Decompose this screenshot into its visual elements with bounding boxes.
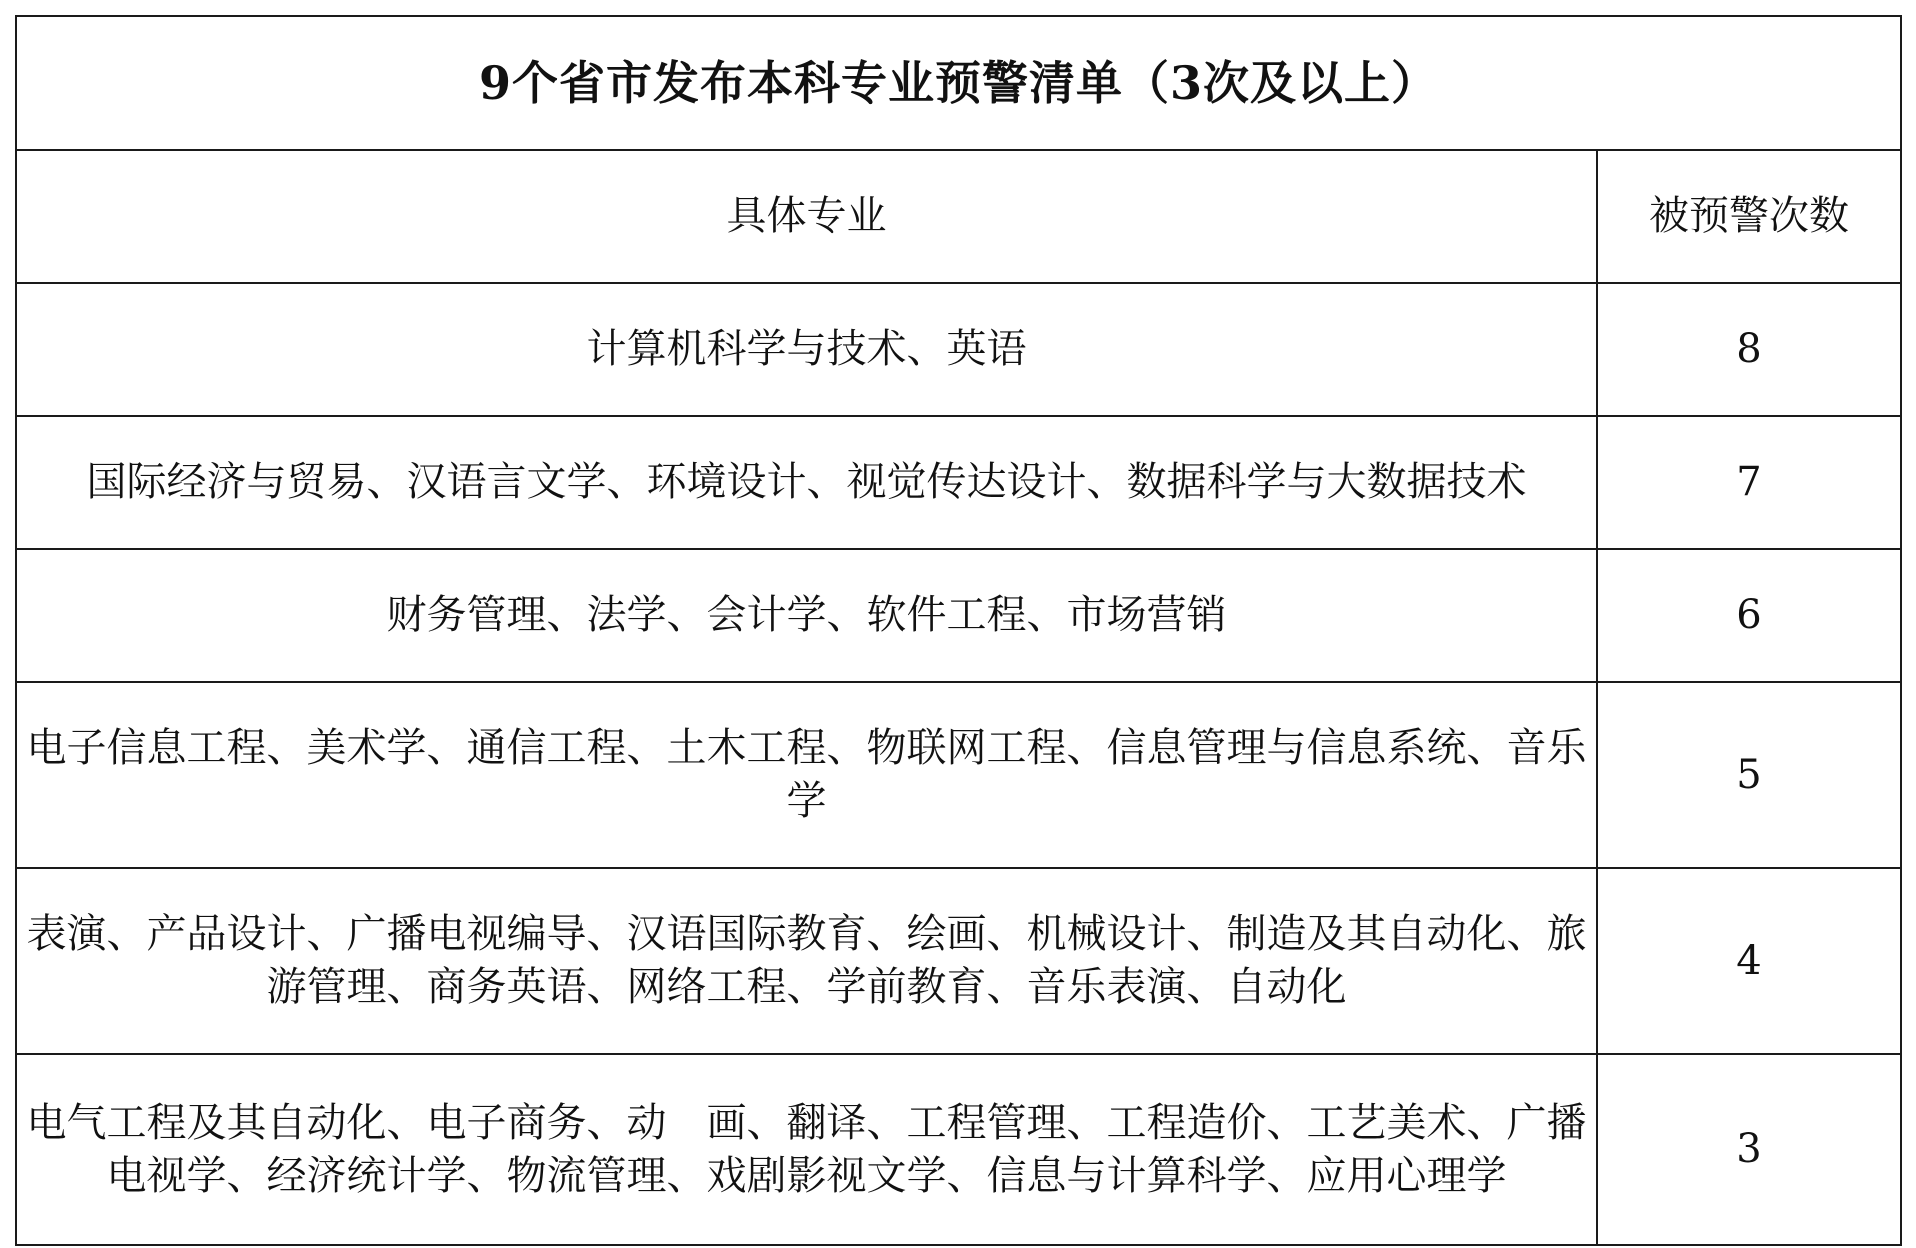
table-row (16, 549, 1901, 682)
count-cell: 4 (1597, 868, 1901, 1054)
count-cell: 6 (1597, 549, 1901, 682)
count-cell: 8 (1597, 283, 1901, 416)
table-row (16, 682, 1901, 868)
majors-cell: 国际经济与贸易、汉语言文学、环境设计、视觉传达设计、数据科学与大数据技术 (16, 416, 1597, 549)
title-row (16, 16, 1901, 150)
table-row (16, 1054, 1901, 1245)
table-title: 9个省市发布本科专业预警清单（3次及以上） (16, 16, 1901, 150)
table-row (16, 283, 1901, 416)
majors-cell: 电子信息工程、美术学、通信工程、土木工程、物联网工程、信息管理与信息系统、音乐学 (16, 682, 1597, 868)
majors-cell: 计算机科学与技术、英语 (16, 283, 1597, 416)
header-count: 被预警次数 (1597, 150, 1901, 283)
warning-list-table (15, 15, 1902, 1246)
majors-cell: 财务管理、法学、会计学、软件工程、市场营销 (16, 549, 1597, 682)
majors-cell: 电气工程及其自动化、电子商务、动 画、翻译、工程管理、工程造价、工艺美术、广播电视学、经济统计学、物流管理、戏剧影视文学、信息与计算科学、应用心理学 (16, 1054, 1597, 1245)
majors-cell: 表演、产品设计、广播电视编导、汉语国际教育、绘画、机械设计、制造及其自动化、旅游管理、商务英语、网络工程、学前教育、音乐表演、自动化 (16, 868, 1597, 1054)
warning-list-sheet (15, 15, 1900, 1232)
table-row (16, 868, 1901, 1054)
count-cell: 5 (1597, 682, 1901, 868)
table-row (16, 416, 1901, 549)
header-row (16, 150, 1901, 283)
header-major: 具体专业 (16, 150, 1597, 283)
count-cell: 3 (1597, 1054, 1901, 1245)
count-cell: 7 (1597, 416, 1901, 549)
